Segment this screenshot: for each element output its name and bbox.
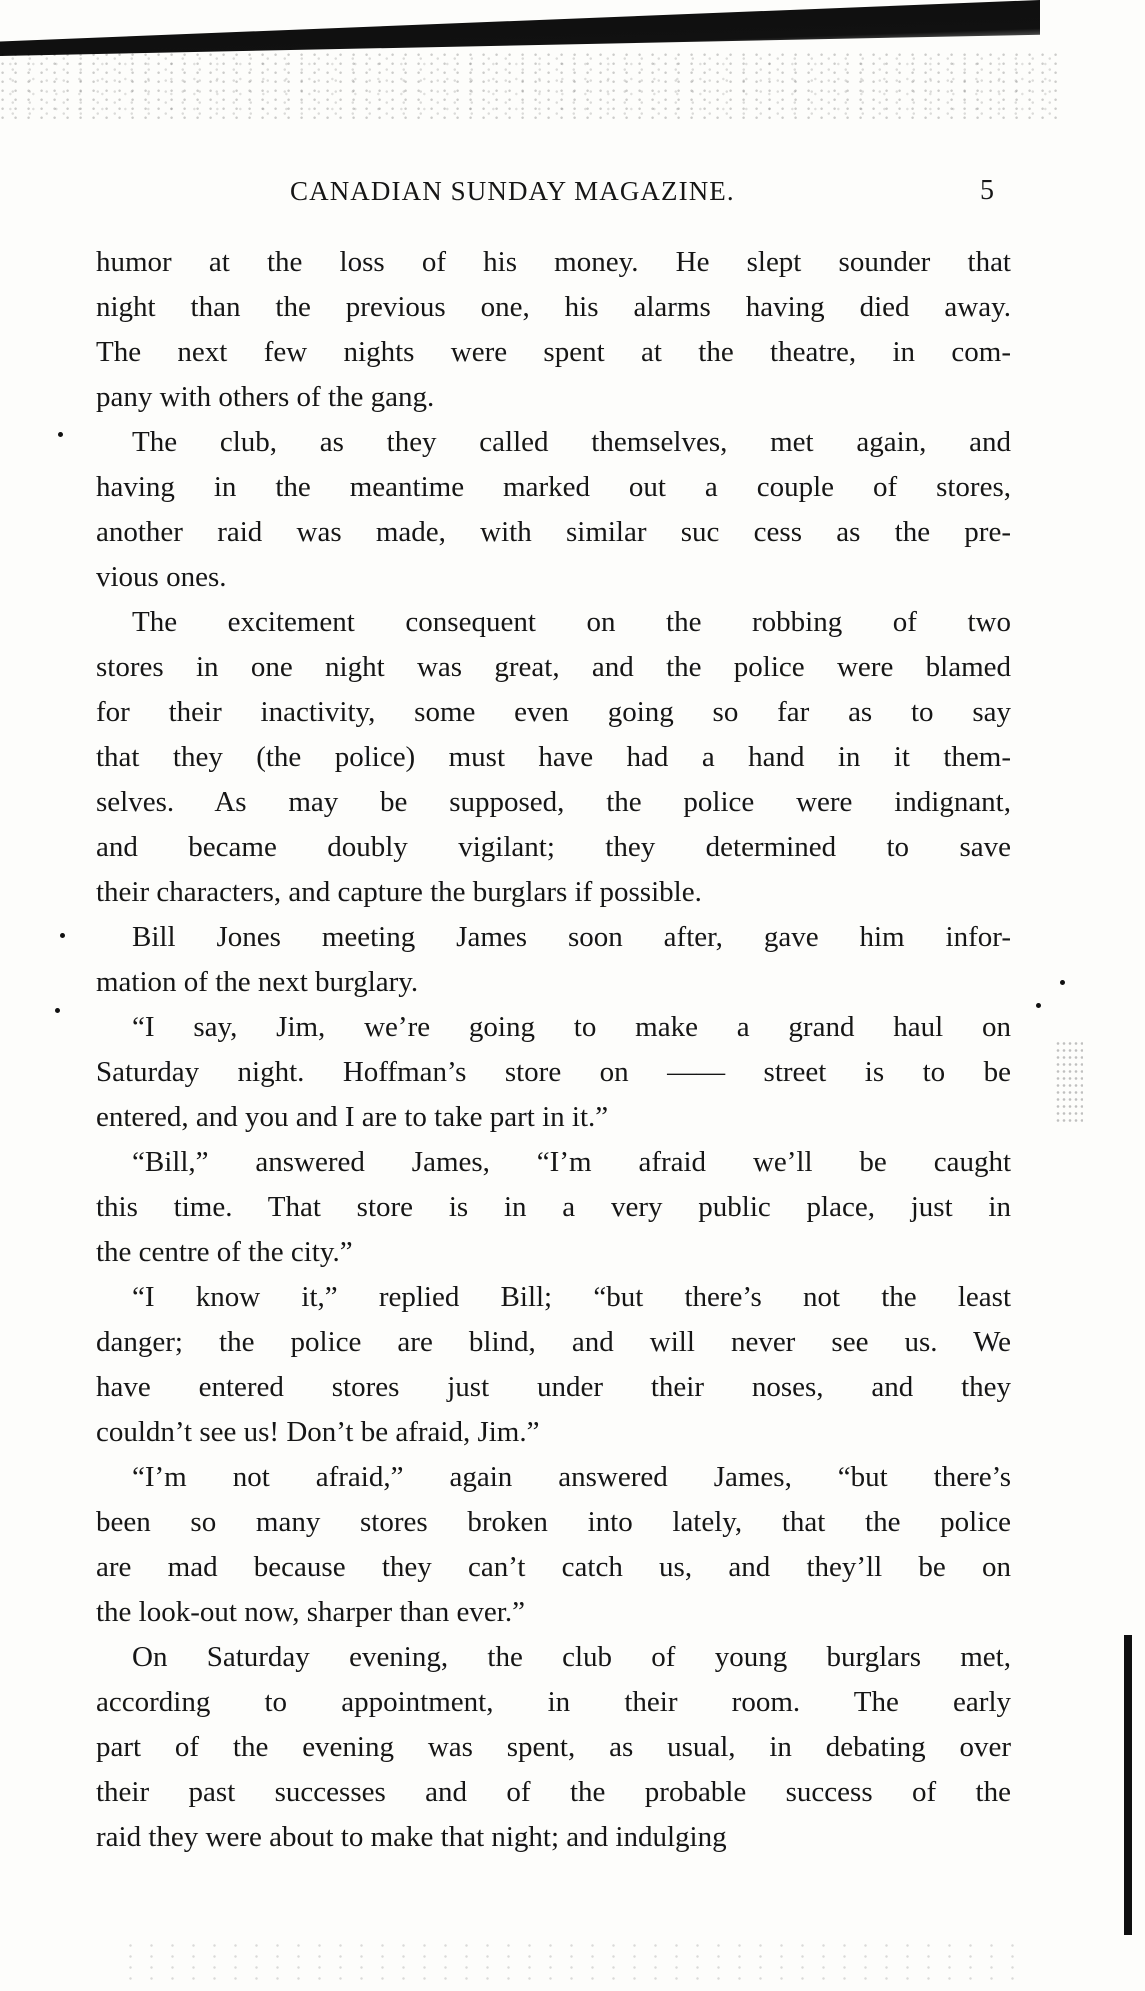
margin-mark xyxy=(1060,980,1065,985)
text-line: “I say, Jim, we’re going to make a grand haul on xyxy=(132,1011,1011,1043)
text-line: The next few nights were spent at the theatre, in com- xyxy=(96,336,1011,368)
text-line: another raid was made, with similar suc cess as the pre- xyxy=(96,516,1011,548)
text-line: part of the evening was spent, as usual, in debating over xyxy=(96,1731,1011,1763)
side-print-noise xyxy=(1055,1040,1083,1125)
text-line: On Saturday evening, the club of young burglars met, xyxy=(132,1641,1011,1673)
text-line: the centre of the city.” xyxy=(96,1236,353,1268)
text-line: have entered stores just under their noses, and they xyxy=(96,1371,1011,1403)
text-line: and became doubly vigilant; they determined to save xyxy=(96,831,1011,863)
top-edge-rule xyxy=(0,0,1040,56)
text-line: “Bill,” answered James, “I’m afraid we’ll be caught xyxy=(132,1146,1011,1178)
page-header xyxy=(290,176,1010,216)
text-line: The excitement consequent on the robbing of two xyxy=(132,606,1011,638)
text-line: night than the previous one, his alarms having died away. xyxy=(96,291,1011,323)
text-line: pany with others of the gang. xyxy=(96,381,435,413)
text-line: raid they were about to make that night; and indulging xyxy=(96,1821,727,1853)
right-edge-bar xyxy=(1124,1635,1132,1935)
text-line: for their inactivity, some even going so far as to say xyxy=(96,696,1011,728)
text-line: that they (the police) must have had a hand in it them- xyxy=(96,741,1011,773)
text-line: been so many stores broken into lately, that the police xyxy=(96,1506,1011,1538)
text-line: couldn’t see us! Don’t be afraid, Jim.” xyxy=(96,1416,540,1448)
text-line: “I know it,” replied Bill; “but there’s not the least xyxy=(132,1281,1011,1313)
margin-mark xyxy=(58,432,63,437)
margin-mark xyxy=(60,933,65,938)
text-line: having in the meantime marked out a couple of stores, xyxy=(96,471,1011,503)
margin-mark xyxy=(1036,1003,1041,1008)
text-line: their past successes and of the probable success of the xyxy=(96,1776,1011,1808)
text-line: according to appointment, in their room. The early xyxy=(96,1686,1011,1718)
text-line: mation of the next burglary. xyxy=(96,966,419,998)
text-line: danger; the police are blind, and will never see us. We xyxy=(96,1326,1011,1358)
text-line: selves. As may be supposed, the police were indignant, xyxy=(96,786,1011,818)
text-line: stores in one night was great, and the police were blamed xyxy=(96,651,1011,683)
article-body xyxy=(96,240,1011,1860)
text-line: entered, and you and I are to take part in it.” xyxy=(96,1101,609,1133)
text-line: humor at the loss of his money. He slept sounder that xyxy=(96,246,1011,278)
text-line: their characters, and capture the burglars if possible. xyxy=(96,876,702,908)
top-print-noise xyxy=(0,52,1060,122)
running-title: CANADIAN SUNDAY MAGAZINE. xyxy=(290,176,735,206)
text-line: “I’m not afraid,” again answered James, “but there’s xyxy=(132,1461,1011,1493)
page-number: 5 xyxy=(980,175,994,206)
text-line: The club, as they called themselves, met again, and xyxy=(132,426,1011,458)
text-line: Bill Jones meeting James soon after, gave him infor- xyxy=(132,921,1011,953)
text-line: are mad because they can’t catch us, and they’ll be on xyxy=(96,1551,1011,1583)
text-line: Saturday night. Hoffman’s store on —— street is to be xyxy=(96,1056,1011,1088)
bottom-print-noise xyxy=(120,1940,1020,1980)
margin-mark xyxy=(55,1008,60,1013)
text-line: this time. That store is in a very public place, just in xyxy=(96,1191,1011,1223)
text-line: vious ones. xyxy=(96,561,227,593)
text-line: the look-out now, sharper than ever.” xyxy=(96,1596,525,1628)
